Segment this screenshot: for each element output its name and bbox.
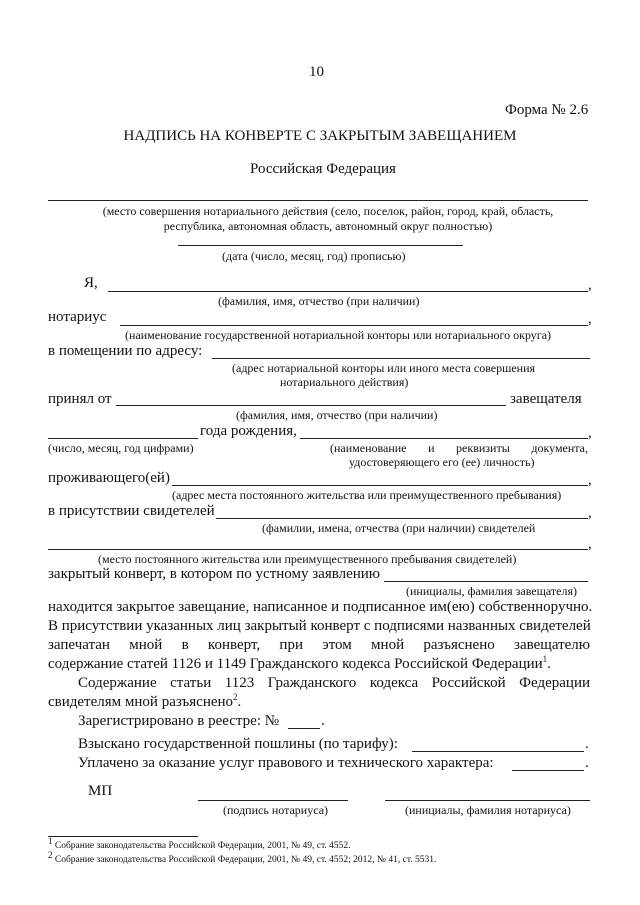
birth-year-label: года рождения, (200, 423, 297, 439)
notary-office-field-line[interactable] (120, 325, 588, 326)
address-hint-line-1: (адрес нотариальной конторы или иного места совершения (232, 361, 536, 375)
footnote-separator (48, 836, 198, 837)
form-label: Форма № 2.6 (505, 102, 589, 118)
seal-label: МП (88, 783, 113, 799)
footnote-ref-2: 2 (233, 692, 238, 702)
comma: , (588, 536, 592, 552)
address-hint-line-2: нотариального действия) (280, 375, 409, 389)
registry-number-field-line[interactable] (288, 728, 320, 729)
witness-residence-field-line[interactable] (48, 549, 588, 550)
residing-label: проживающего(ей) (48, 470, 170, 486)
place-field-line[interactable] (48, 200, 588, 201)
page-number: 10 (309, 64, 324, 80)
comma: , (588, 277, 592, 293)
footnote-1: Собрание законодательства Российской Федерации, 2001, № 49, ст. 4552. (54, 841, 351, 852)
services-label: Уплачено за оказание услуг правового и технического характера: (78, 755, 494, 771)
doc-hint-line-1: (наименование и реквизиты документа, (330, 441, 588, 455)
paragraph-3-line-1: Содержание статьи 1123 Гражданского кодекса Российской Федерации (78, 675, 590, 691)
period: . (237, 694, 242, 710)
signature-hint: (подпись нотариуса) (223, 803, 329, 817)
footnote-ref-1: 1 (542, 654, 548, 664)
date-field-line[interactable] (178, 245, 463, 246)
period: . (547, 656, 551, 672)
signature-field-line[interactable] (198, 800, 348, 801)
fio-hint-2: (фамилия, имя, отчество (при наличии) (236, 408, 438, 422)
doc-hint-line-2: удостоверяющего его (ее) личность) (349, 455, 535, 469)
place-hint-line-1: (место совершения нотариального действия (село, поселок, район, город, край, область, (102, 204, 554, 218)
period: . (585, 755, 589, 771)
testator-label: завещателя (510, 391, 582, 407)
place-hint-line-2: республика, автономная область, автономный округ полностью) (163, 219, 493, 233)
residence-hint: (адрес места постоянного жительства или преимущественного пребывания) (172, 488, 562, 502)
accepted-from-field-line[interactable] (116, 405, 506, 406)
name-field-line[interactable] (108, 291, 588, 292)
fee-label: Взыскано государственной пошлины (по тарифу): (78, 736, 398, 752)
date-hint: (дата (число, месяц, год) прописью) (222, 249, 406, 263)
paragraph-3-line-2: свидетелям мной разъяснено (48, 694, 234, 710)
paragraph-1: находится закрытое завещание, написанное и подписанное им(ею) собственноручно. (48, 599, 593, 615)
paragraph-2-line-1: В присутствии указанных лиц закрытый конверт с подписями названных свидетелей (48, 618, 591, 634)
witnesses-field-line[interactable] (216, 518, 588, 519)
witness-residence-hint: (место постоянного жительства или преимущественного пребывания свидетелей) (98, 552, 517, 566)
accepted-from-label: принял от (48, 391, 112, 407)
comma: , (588, 311, 592, 327)
paragraph-2-line-3: содержание статей 1126 и 1149 Гражданского кодекса Российской Федерации (48, 656, 543, 672)
initials-hint: (инициалы, фамилия завещателя) (406, 584, 577, 598)
envelope-label: закрытый конверт, в котором по устному заявлению (48, 566, 381, 582)
birth-date-hint: (число, месяц, год цифрами) (48, 441, 194, 455)
notary-label: нотариус (48, 309, 107, 325)
notary-initials-field-line[interactable] (385, 800, 590, 801)
period: . (585, 736, 589, 752)
services-fee-field-line[interactable] (512, 770, 584, 771)
footnote-mark-1: 1 (48, 836, 53, 846)
comma: , (588, 472, 592, 488)
footnote-mark-2: 2 (48, 850, 53, 860)
country-name: Российская Федерация (250, 161, 396, 177)
period: . (321, 713, 325, 729)
footnote-2: Собрание законодательства Российской Федерации, 2001, № 49, ст. 4552; 2012, № 41, ст. 5531. (54, 855, 437, 866)
comma: , (588, 505, 592, 521)
identity-doc-field-line[interactable] (300, 438, 588, 439)
residence-field-line[interactable] (172, 485, 588, 486)
witnesses-label: в присутствии свидетелей (48, 503, 215, 519)
i-label: Я, (84, 275, 98, 291)
document-title: НАДПИСЬ НА КОНВЕРТЕ С ЗАКРЫТЫМ ЗАВЕЩАНИЕМ (123, 128, 517, 144)
testator-initials-field-line[interactable] (384, 581, 588, 582)
paragraph-2-line-2: запечатан мной в конверт, при этом мной разъяснено завещателю (48, 637, 590, 653)
fio-hint: (фамилия, имя, отчество (при наличии) (218, 294, 420, 308)
comma: , (588, 425, 592, 441)
notary-initials-hint: (инициалы, фамилия нотариуса) (405, 803, 571, 817)
office-hint: (наименование государственной нотариальной конторы или нотариального округа) (125, 328, 552, 342)
registry-label: Зарегистрировано в реестре: № (78, 713, 280, 729)
fee-field-line[interactable] (412, 751, 584, 752)
premises-label: в помещении по адресу: (48, 343, 203, 359)
birth-date-field-line[interactable] (48, 438, 198, 439)
witnesses-hint: (фамилии, имена, отчества (при наличии) свидетелей (262, 521, 536, 535)
premises-field-line[interactable] (212, 358, 590, 359)
